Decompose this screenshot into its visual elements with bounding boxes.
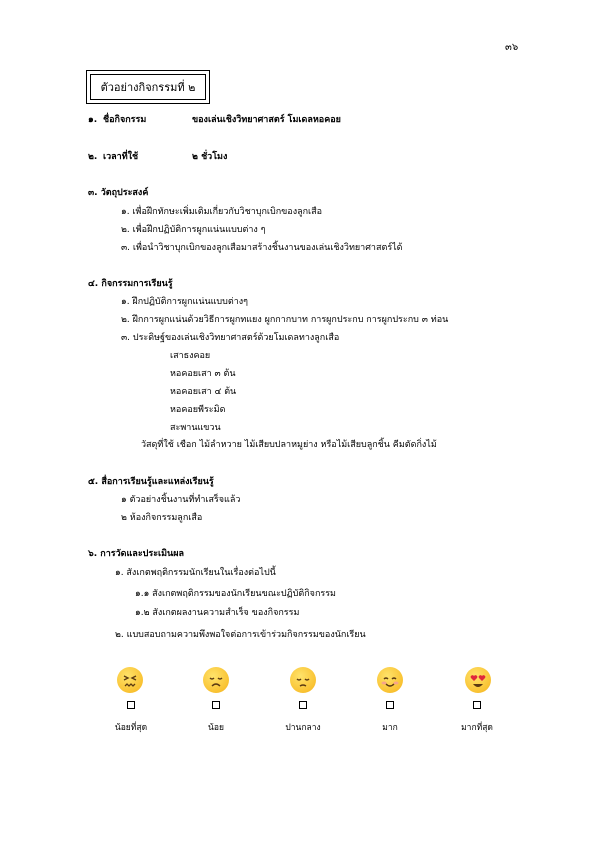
- section2-label: เวลาที่ใช้: [103, 152, 139, 162]
- model-item: หอคอยเสา ๓ ต้น: [170, 369, 236, 379]
- evaluation-subitem: ๑.๑ สังเกตพฤติกรรมของนักเรียนขณะปฏิบัติกิจกรรม: [135, 589, 336, 599]
- rating-label: มาก: [382, 723, 398, 733]
- media-item: ๒ ห้องกิจกรรมลูกเสือ: [121, 513, 203, 523]
- objective-item: ๓. เพื่อนำวิชาบุกเบิกของลูกเสือมาสร้างชิ้นงานของเล่นเชิงวิทยาศาสตร์ได้: [121, 243, 403, 253]
- heart-eyes-face-icon: [465, 667, 491, 693]
- section3-heading: ๓. วัตถุประสงค์: [88, 188, 149, 198]
- rating-checkbox-highest[interactable]: [473, 701, 481, 709]
- page-number: ๓๖: [505, 42, 519, 53]
- objective-item: ๑. เพื่อฝึกทักษะเพิ่มเติมเกี่ยวกับวิชาบุกเบิกของลูกเสือ: [121, 207, 323, 217]
- materials-line: วัสดุที่ใช้ เชือก ไม้ลำหวาย ไม้เสียบปลาหมูย่าง หรือไม้เสียบลูกชิ้น คีมตัดกิ่งไม้: [141, 440, 437, 450]
- section2-number: ๒.: [88, 152, 98, 162]
- disappointed-face-icon: [203, 667, 229, 693]
- section6-heading: ๖. การวัดและประเมินผล: [88, 549, 184, 559]
- evaluation-item: ๑. สังเกตพฤติกรรมนักเรียนในเรื่องต่อไปนี้: [115, 568, 276, 578]
- rating-label: น้อยที่สุด: [114, 723, 148, 733]
- rating-label: มากที่สุด: [461, 723, 493, 733]
- evaluation-subitem: ๑.๒ สังเกตผลงานความสำเร็จ ของกิจกรรม: [135, 608, 300, 618]
- model-item: หอคอยเสา ๔ ต้น: [170, 387, 237, 397]
- objective-item: ๒. เพื่อฝึกปฏิบัติการผูกแน่นแบบต่าง ๆ: [121, 225, 266, 235]
- model-item: เสาธงคอย: [170, 351, 211, 361]
- activity-title-box: [86, 70, 210, 104]
- rating-label: น้อย: [208, 723, 224, 733]
- rating-checkbox-low[interactable]: [212, 701, 220, 709]
- rating-checkbox-least[interactable]: [127, 701, 135, 709]
- activity-title: ตัวอย่างกิจกรรมที่ ๒: [90, 74, 206, 100]
- section1-value: ของเล่นเชิงวิทยาศาสตร์ โมเดลหอคอย: [192, 115, 341, 125]
- activity-item: ๒. ฝึกการผูกแน่นด้วยวิธีการผูกทแยง ผูกกากบาท การผูกประกบ การผูกประกบ ๓ ท่อน: [121, 315, 449, 325]
- rating-label: ปานกลาง: [285, 723, 321, 733]
- section1-number: ๑.: [88, 115, 98, 125]
- evaluation-item: ๒. แบบสอบถามความพึงพอใจต่อการเข้าร่วมกิจกรรมของนักเรียน: [115, 630, 366, 640]
- model-item: หอคอยพีระมิด: [170, 405, 226, 415]
- pensive-face-icon: [290, 667, 316, 693]
- section4-heading: ๔. กิจกรรมการเรียนรู้: [88, 279, 173, 289]
- section2-value: ๒ ชั่วโมง: [192, 152, 228, 162]
- confounded-face-icon: [117, 667, 143, 693]
- section1-label: ชื่อกิจกรรม: [103, 115, 147, 125]
- smiling-face-icon: [377, 667, 403, 693]
- rating-checkbox-high[interactable]: [386, 701, 394, 709]
- media-item: ๑ ตัวอย่างชิ้นงานที่ทำเสร็จแล้ว: [121, 495, 241, 505]
- rating-checkbox-medium[interactable]: [299, 701, 307, 709]
- section5-heading: ๕. สื่อการเรียนรู้และแหล่งเรียนรู้: [88, 477, 214, 487]
- activity-item: ๑. ฝึกปฏิบัติการผูกแน่นแบบต่างๆ: [121, 297, 248, 307]
- activity-item: ๓. ประดิษฐ์ของเล่นเชิงวิทยาศาสตร์ด้วยโมเดลทางลูกเสือ: [121, 333, 340, 343]
- model-item: สะพานแขวน: [170, 423, 221, 433]
